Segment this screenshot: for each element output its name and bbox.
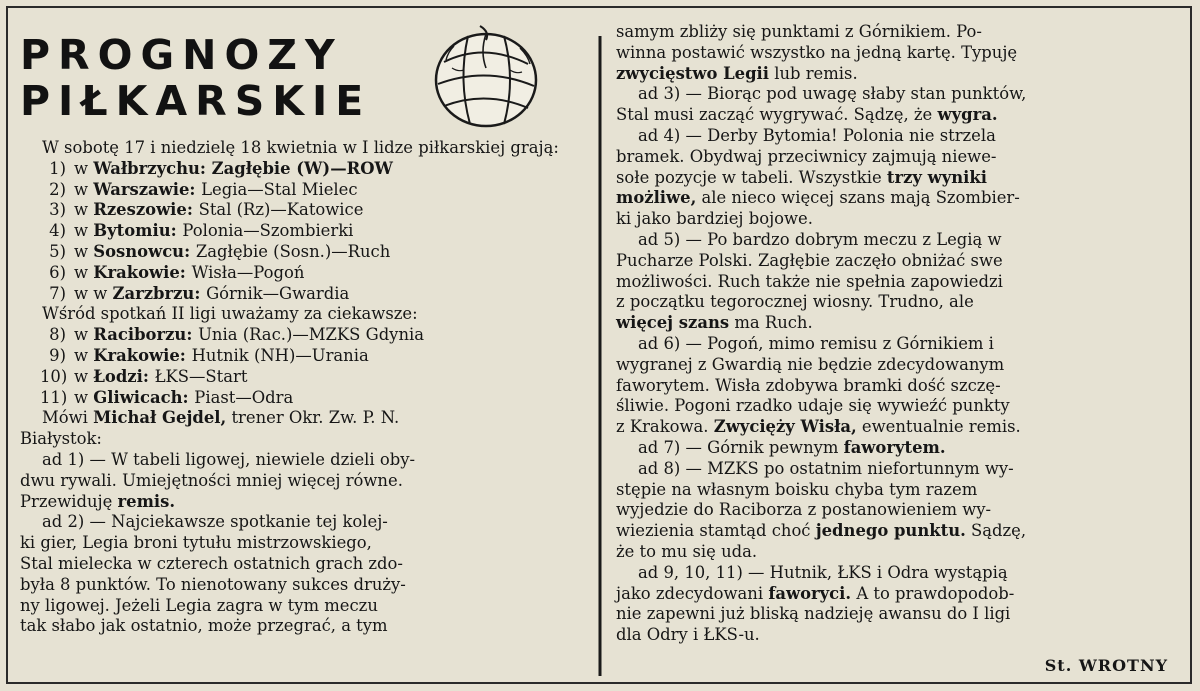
fixture-match: Zagłębie (W)—ROW [211, 158, 393, 178]
fixture-item [20, 263, 590, 284]
emphasis-run: wygra. [937, 105, 998, 125]
text-line: Stal mielecka w czterech ostatnich grach zdo- [20, 553, 403, 573]
fixture-number: 7) [49, 283, 66, 303]
fixture-item [20, 346, 590, 367]
fixture-prep: w [74, 345, 94, 365]
fixture-city: Warszawie: [93, 179, 202, 199]
text-line: Pucharze Polski. Zagłębie zaczęło obniżać swe [616, 250, 1003, 270]
fixture-number: 4) [49, 221, 66, 241]
speaker-post: trener Okr. Zw. P. N. [231, 408, 400, 428]
fixture-item [20, 180, 590, 201]
intro-text: W sobotę 17 i niedzielę 18 kwietnia w I lidze piłkarskiej grają: [42, 138, 559, 157]
football-ball-icon [424, 22, 546, 134]
text-line [616, 584, 1182, 605]
speaker-pre: Mówi [42, 408, 88, 428]
fixture-match: Wisła—Pogoń [191, 262, 305, 282]
fixture-city: Krakowie: [93, 262, 192, 282]
text-line: ny ligowej. Jeżeli Legia zagra w tym meczu [20, 595, 378, 615]
fixture-city: Gliwicach: [93, 387, 195, 407]
text-run: lub remis. [769, 63, 858, 83]
fixture-number: 5) [49, 241, 66, 261]
speaker-line [20, 408, 590, 429]
right-column [616, 22, 1182, 682]
text-line [616, 417, 1182, 438]
fixture-number: 2) [49, 179, 66, 199]
text-line: samym zbliży się punktami z Górnikiem. Po- [616, 22, 982, 41]
emphasis-run: więcej szans [616, 313, 730, 333]
text-run: ma Ruch. [729, 313, 813, 333]
text-line: ad 5) — Po bardzo dobrym meczu z Legią w [638, 229, 1002, 249]
text-line: ad 9, 10, 11) — Hutnik, ŁKS i Odra wystąpią [638, 562, 1008, 582]
text-line: ad 6) — Pogoń, mimo remisu z Górnikiem i [638, 333, 994, 353]
text-line: dla Odry i ŁKS-u. [616, 625, 760, 645]
fixture-number: 11) [40, 387, 68, 407]
text-line [616, 168, 1182, 189]
text-line: ad 2) — Najciekawsze spotkanie tej kolej- [42, 512, 388, 532]
fixture-match: Unia (Rac.)—MZKS Gdynia [198, 325, 425, 345]
emphasis-run: trzy wyniki [886, 167, 987, 187]
emphasis-run: remis. [117, 491, 176, 511]
text-line: ad 8) — MZKS po ostatnim niefortunnym wy- [638, 458, 1014, 478]
text-line: dwu rywali. Umiejętności mniej więcej równe. [20, 470, 403, 490]
fixture-number: 1) [49, 158, 66, 178]
fixture-city: Łodzi: [93, 366, 155, 386]
headline-line-1: PROGNOZY [20, 31, 343, 79]
text-line [20, 492, 590, 513]
fixture-item [20, 284, 590, 305]
fixture-item [20, 242, 590, 263]
fixture-prep: w [74, 158, 94, 178]
fixture-number: 6) [49, 262, 66, 282]
text-line: ki jako bardziej bojowe. [616, 209, 813, 229]
text-line: że to mu się uda. [616, 541, 758, 561]
fixture-item [20, 159, 590, 180]
league2-intro: Wśród spotkań II ligi uważamy za ciekawsze: [42, 304, 418, 324]
fixture-match: Hutnik (NH)—Urania [191, 345, 369, 365]
text-line: śliwie. Pogoni rzadko udaje się wywieźć punkty [616, 396, 1010, 416]
text-line: ki gier, Legia broni tytułu mistrzowskiego, [20, 533, 372, 553]
fixture-prep: w [74, 262, 94, 282]
text-line [616, 438, 1182, 459]
text-line: możliwości. Ruch także nie spełnia zapowiedzi [616, 271, 1003, 291]
fixture-number: 10) [40, 366, 68, 386]
left-commentary [20, 450, 590, 637]
fixture-item [20, 325, 590, 346]
fixture-prep: w w [74, 283, 113, 303]
fixture-city: Wałbrzychu: [93, 158, 212, 178]
text-line [616, 188, 1182, 209]
fixture-match: Zagłębie (Sosn.)—Ruch [195, 241, 391, 261]
fixture-city: Bytomiu: [93, 221, 183, 241]
text-line: nie zapewni już bliską nadzieję awansu do I ligi [616, 604, 1011, 624]
text-run: z Krakowa. [616, 417, 714, 437]
fixture-match: Polonia—Szombierki [182, 221, 354, 241]
text-line: bramek. Obydwaj przeciwnicy zajmują niewe- [616, 146, 997, 166]
left-column [20, 22, 590, 682]
text-run: A to prawdopodob- [851, 583, 1015, 603]
emphasis-run: możliwe, [616, 188, 697, 208]
fixture-prep: w [74, 221, 94, 241]
text-run: Sądzę, [965, 521, 1027, 541]
text-run: sołe pozycje w tabeli. Wszystkie [616, 167, 887, 187]
fixture-city: Raciborzu: [93, 325, 199, 345]
fixture-prep: w [74, 387, 94, 407]
text-run: wiezienia stamtąd choć [616, 521, 816, 541]
text-line: stępie na własnym boisku chyba tym razem [616, 479, 978, 499]
fixture-match: Legia—Stal Mielec [201, 179, 358, 199]
text-run: Stal musi zacząć wygrywać. Sądzę, że [616, 105, 938, 125]
column-divider [598, 36, 602, 676]
league2-list [20, 325, 590, 408]
emphasis-run: zwycięstwo Legii [616, 63, 769, 83]
text-line: wygranej z Gwardią nie będzie zdecydowanym [616, 354, 1005, 374]
text-line [616, 64, 1182, 85]
fixture-prep: w [74, 325, 94, 345]
emphasis-run: faworytem. [843, 437, 946, 457]
fixture-city: Rzeszowie: [93, 200, 199, 220]
fixture-city: Krakowie: [93, 345, 192, 365]
speaker-city: Białystok: [20, 429, 102, 449]
headline-line-2: PIŁKARSKIE [20, 77, 372, 125]
text-line: wyjedzie do Raciborza z postanowieniem wy- [616, 500, 992, 520]
text-line: winna postawić wszystko na jedną kartę. Typuję [616, 42, 1018, 62]
fixture-number: 8) [49, 325, 66, 345]
fixture-prep: w [74, 200, 94, 220]
fixture-match: ŁKS—Start [154, 366, 248, 386]
text-run: ewentualnie remis. [856, 417, 1021, 437]
fixture-city: Zarzbrzu: [112, 283, 207, 303]
fixture-match: Górnik—Gwardia [206, 283, 350, 303]
fixture-number: 3) [49, 200, 66, 220]
fixture-prep: w [74, 366, 94, 386]
text-line: ad 3) — Biorąc pod uwagę słaby stan punktów, [638, 84, 1027, 104]
fixture-number: 9) [49, 345, 66, 365]
fixture-prep: w [74, 241, 94, 261]
league1-list [20, 159, 590, 305]
text-run: ad 7) — Górnik pewnym [638, 437, 844, 457]
text-line [616, 521, 1182, 542]
author-signature: St. WROTNY [1044, 655, 1168, 675]
intro-line-1 [20, 138, 590, 159]
text-line: ad 4) — Derby Bytomia! Polonia nie strzela [638, 125, 996, 145]
text-line: faworytem. Wisła zdobywa bramki dość szczę- [616, 375, 1001, 395]
text-line [616, 105, 1182, 126]
text-line: z początku tegorocznej wiosny. Trudno, ale [616, 292, 974, 312]
text-run: ale nieco więcej szans mają Szombier- [696, 188, 1020, 208]
emphasis-run: jednego punktu. [815, 521, 966, 541]
text-line: ad 1) — W tabeli ligowej, niewiele dzieli oby- [42, 449, 416, 469]
fixture-city: Sosnowcu: [93, 241, 196, 261]
text-line: była 8 punktów. To nienotowany sukces druży- [20, 574, 406, 594]
emphasis-run: Zwycięży Wisła, [713, 417, 857, 437]
fixture-item [20, 221, 590, 242]
fixture-prep: w [74, 179, 94, 199]
text-line: tak słabo jak ostatnio, może przegrać, a tym [20, 616, 388, 636]
right-commentary [616, 22, 1182, 646]
speaker-name: Michał Gejdel, [93, 408, 227, 428]
text-run: Przewiduję [20, 491, 118, 511]
fixture-match: Stal (Rz)—Katowice [198, 200, 364, 220]
fixture-item [20, 388, 590, 409]
fixture-item [20, 367, 590, 388]
emphasis-run: faworyci. [768, 583, 852, 603]
headline [20, 32, 371, 124]
fixture-match: Piast—Odra [194, 387, 294, 407]
fixture-item [20, 200, 590, 221]
left-body [20, 138, 590, 637]
text-run: jako zdecydowani [616, 583, 769, 603]
text-line [616, 313, 1182, 334]
